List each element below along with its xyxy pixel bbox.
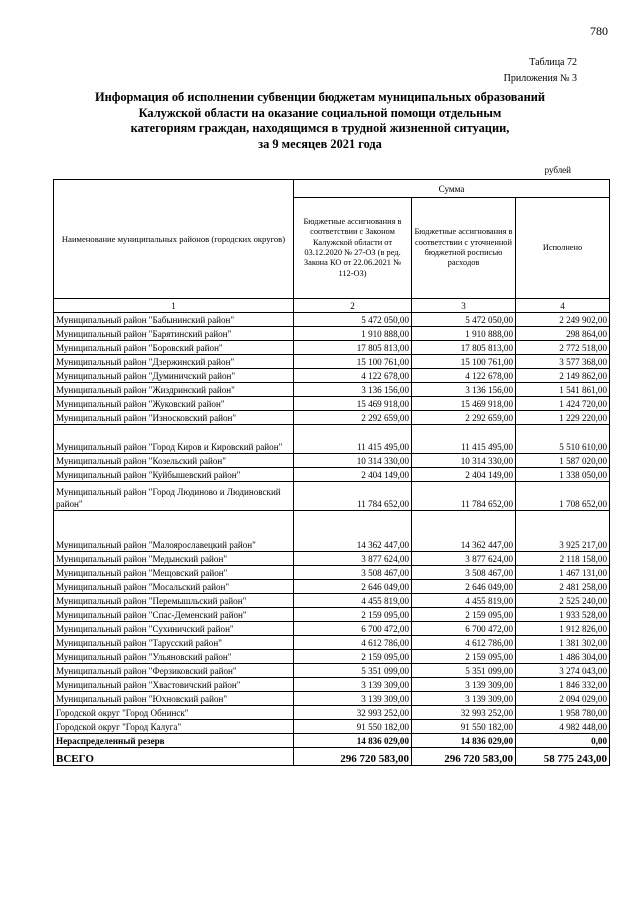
cell-budget-law: 4 455 819,00 — [294, 594, 412, 608]
table-row — [54, 552, 610, 566]
cell-name: Муниципальный район "Козельский район" — [54, 454, 294, 468]
table-row — [54, 341, 610, 355]
cell-budget-law: 17 805 813,00 — [294, 341, 412, 355]
table-row — [54, 650, 610, 664]
cell-budget-refined: 3 877 624,00 — [412, 552, 516, 566]
cell-budget-refined: 1 910 888,00 — [412, 327, 516, 341]
table-row — [54, 594, 610, 608]
cell-budget-law: 2 292 659,00 — [294, 411, 412, 425]
cell-budget-refined: 296 720 583,00 — [412, 748, 516, 766]
cell-budget-refined: 32 993 252,00 — [412, 706, 516, 720]
header-budget-law: Бюджетные ассигнования в соответствии с Законом Калужской области от 03.12.2020 № 27-ОЗ (в ред. Закона КО от 22.06.2021 № 112-ОЗ) — [294, 198, 412, 299]
header-col-number-2: 2 — [294, 299, 412, 313]
cell-executed: 1 424 720,00 — [516, 397, 610, 411]
cell-name: Муниципальный район "Хвастовичский район" — [54, 678, 294, 692]
cell-name: Городской округ "Город Калуга" — [54, 720, 294, 734]
table-row — [54, 678, 610, 692]
cell-name: Муниципальный район "Думиничский район" — [54, 369, 294, 383]
cell-executed: 5 510 610,00 — [516, 425, 610, 454]
title-line-1: Информация об исполнении субвенции бюджетам муниципальных образований — [94, 90, 546, 104]
table-row — [54, 580, 610, 594]
cell-budget-law: 32 993 252,00 — [294, 706, 412, 720]
cell-budget-refined: 2 159 095,00 — [412, 650, 516, 664]
header-col-number-1: 1 — [54, 299, 294, 313]
cell-budget-law: 2 404 149,00 — [294, 468, 412, 482]
cell-budget-refined: 14 362 447,00 — [412, 511, 516, 552]
table-row — [54, 383, 610, 397]
cell-budget-law: 2 646 049,00 — [294, 580, 412, 594]
cell-budget-law: 14 362 447,00 — [294, 511, 412, 552]
cell-budget-refined: 2 646 049,00 — [412, 580, 516, 594]
cell-executed: 2 525 240,00 — [516, 594, 610, 608]
cell-budget-law: 3 508 467,00 — [294, 566, 412, 580]
table-row — [54, 608, 610, 622]
cell-name: Муниципальный район "Сухиничский район" — [54, 622, 294, 636]
cell-budget-law: 4 612 786,00 — [294, 636, 412, 650]
cell-budget-law: 296 720 583,00 — [294, 748, 412, 766]
title-line-2: Калужской области на оказание социальной помощи отдельным — [138, 105, 502, 120]
cell-executed: 1 708 652,00 — [516, 482, 610, 511]
cell-budget-law: 3 139 309,00 — [294, 678, 412, 692]
cell-executed: 1 933 528,00 — [516, 608, 610, 622]
subvention-table — [53, 179, 610, 766]
cell-name: Муниципальный район "Износковский район" — [54, 411, 294, 425]
table-row — [54, 692, 610, 706]
cell-budget-law: 91 550 182,00 — [294, 720, 412, 734]
cell-executed: 3 274 043,00 — [516, 664, 610, 678]
cell-executed: 58 775 243,00 — [516, 748, 610, 766]
cell-budget-refined: 4 122 678,00 — [412, 369, 516, 383]
cell-budget-refined: 3 508 467,00 — [412, 566, 516, 580]
cell-executed: 0,00 — [516, 734, 610, 748]
cell-executed: 2 118 158,00 — [516, 552, 610, 566]
table-row — [54, 636, 610, 650]
document-title — [60, 90, 580, 152]
cell-name: Муниципальный район "Малоярославецкий район" — [54, 511, 294, 552]
cell-budget-refined: 3 139 309,00 — [412, 678, 516, 692]
header-budget-refined: Бюджетные ассигнования в соответствии с уточненной бюджетной росписью расходов — [412, 198, 516, 299]
cell-budget-law: 5 351 099,00 — [294, 664, 412, 678]
cell-name: Муниципальный район "Ферзиковский район" — [54, 664, 294, 678]
cell-budget-law: 11 784 652,00 — [294, 482, 412, 511]
cell-name: Муниципальный район "Город Киров и Кировский район" — [54, 425, 294, 454]
cell-executed: 1 467 131,00 — [516, 566, 610, 580]
cell-executed: 1 486 304,00 — [516, 650, 610, 664]
cell-budget-refined: 14 836 029,00 — [412, 734, 516, 748]
cell-name: Муниципальный район "Ульяновский район" — [54, 650, 294, 664]
cell-budget-law: 5 472 050,00 — [294, 313, 412, 327]
table-row — [54, 482, 610, 511]
title-line-3: категориям граждан, находящимся в трудной жизненной ситуации, — [130, 121, 510, 135]
cell-budget-refined: 3 136 156,00 — [412, 383, 516, 397]
cell-name: Муниципальный район "Мещовский район" — [54, 566, 294, 580]
cell-budget-law: 4 122 678,00 — [294, 369, 412, 383]
title-line-4: за 9 месяцев 2021 года — [258, 136, 382, 151]
header-col-number-3: 3 — [412, 299, 516, 313]
table-row — [54, 734, 610, 748]
cell-name: Муниципальный район "Жиздринский район" — [54, 383, 294, 397]
cell-budget-law: 15 100 761,00 — [294, 355, 412, 369]
header-name-column: Наименование муниципальных районов (городских округов) — [54, 180, 294, 299]
cell-budget-law: 3 136 156,00 — [294, 383, 412, 397]
cell-budget-refined: 3 139 309,00 — [412, 692, 516, 706]
cell-budget-law: 10 314 330,00 — [294, 454, 412, 468]
cell-executed: 1 958 780,00 — [516, 706, 610, 720]
cell-executed: 298 864,00 — [516, 327, 610, 341]
cell-executed: 1 912 826,00 — [516, 622, 610, 636]
table-row — [54, 468, 610, 482]
table-row — [54, 566, 610, 580]
cell-budget-law: 15 469 918,00 — [294, 397, 412, 411]
cell-name: Муниципальный район "Спас-Деменский район" — [54, 608, 294, 622]
cell-budget-refined: 11 784 652,00 — [412, 482, 516, 511]
table-row — [54, 706, 610, 720]
cell-budget-law: 6 700 472,00 — [294, 622, 412, 636]
cell-executed: 1 381 302,00 — [516, 636, 610, 650]
cell-name: Муниципальный район "Медынский район" — [54, 552, 294, 566]
cell-name: Муниципальный район "Тарусский район" — [54, 636, 294, 650]
table-row — [54, 355, 610, 369]
table-row — [54, 369, 610, 383]
cell-budget-refined: 17 805 813,00 — [412, 341, 516, 355]
cell-executed: 2 249 902,00 — [516, 313, 610, 327]
cell-executed: 1 846 332,00 — [516, 678, 610, 692]
cell-name: Муниципальный район "Дзержинский район" — [54, 355, 294, 369]
table-row — [54, 511, 610, 552]
cell-executed: 1 229 220,00 — [516, 411, 610, 425]
cell-budget-law: 1 910 888,00 — [294, 327, 412, 341]
cell-executed: 3 925 217,00 — [516, 511, 610, 552]
cell-budget-law: 3 877 624,00 — [294, 552, 412, 566]
table-row — [54, 411, 610, 425]
cell-budget-refined: 10 314 330,00 — [412, 454, 516, 468]
cell-budget-law: 2 159 095,00 — [294, 608, 412, 622]
cell-executed: 2 772 518,00 — [516, 341, 610, 355]
cell-name: Муниципальный район "Юхновский район" — [54, 692, 294, 706]
cell-budget-refined: 5 351 099,00 — [412, 664, 516, 678]
table-row — [54, 664, 610, 678]
table-row — [54, 313, 610, 327]
cell-budget-refined: 2 159 095,00 — [412, 608, 516, 622]
cell-executed: 1 587 020,00 — [516, 454, 610, 468]
cell-name: Муниципальный район "Жуковский район" — [54, 397, 294, 411]
table-row — [54, 327, 610, 341]
table-row — [54, 720, 610, 734]
page-number: 780 — [590, 24, 608, 38]
table-row — [54, 622, 610, 636]
cell-budget-refined: 4 612 786,00 — [412, 636, 516, 650]
table-row — [54, 397, 610, 411]
cell-name: Нераспределенный резерв — [54, 734, 294, 748]
cell-name: Муниципальный район "Мосальский район" — [54, 580, 294, 594]
table-row — [54, 454, 610, 468]
cell-executed: 3 577 368,00 — [516, 355, 610, 369]
cell-budget-refined: 91 550 182,00 — [412, 720, 516, 734]
units-label: рублей — [544, 165, 571, 175]
cell-budget-refined: 2 292 659,00 — [412, 411, 516, 425]
cell-budget-law: 14 836 029,00 — [294, 734, 412, 748]
table-label: Таблица 72 — [529, 57, 577, 68]
header-executed: Исполнено — [516, 198, 610, 299]
cell-executed: 1 338 050,00 — [516, 468, 610, 482]
cell-executed: 2 094 029,00 — [516, 692, 610, 706]
header-sum: Сумма — [294, 180, 610, 198]
cell-name: Муниципальный район "Барятинский район" — [54, 327, 294, 341]
cell-budget-law: 11 415 495,00 — [294, 425, 412, 454]
cell-budget-refined: 15 469 918,00 — [412, 397, 516, 411]
cell-name: Городской округ "Город Обнинск" — [54, 706, 294, 720]
header-col-number-4: 4 — [516, 299, 610, 313]
total-row — [54, 748, 610, 766]
cell-executed: 1 541 861,00 — [516, 383, 610, 397]
cell-budget-refined: 6 700 472,00 — [412, 622, 516, 636]
cell-budget-refined: 5 472 050,00 — [412, 313, 516, 327]
cell-budget-law: 3 139 309,00 — [294, 692, 412, 706]
cell-name: Муниципальный район "Боровский район" — [54, 341, 294, 355]
cell-budget-refined: 11 415 495,00 — [412, 425, 516, 454]
cell-name: Муниципальный район "Бабынинский район" — [54, 313, 294, 327]
cell-budget-refined: 4 455 819,00 — [412, 594, 516, 608]
cell-executed: 2 149 862,00 — [516, 369, 610, 383]
table-row — [54, 425, 610, 454]
cell-budget-refined: 15 100 761,00 — [412, 355, 516, 369]
cell-executed: 4 982 448,00 — [516, 720, 610, 734]
cell-budget-law: 2 159 095,00 — [294, 650, 412, 664]
appendix-label: Приложения № 3 — [503, 73, 577, 84]
cell-name: Муниципальный район "Город Людиново и Людиновский район" — [54, 482, 294, 511]
cell-name: Муниципальный район "Перемышльский район" — [54, 594, 294, 608]
cell-budget-refined: 2 404 149,00 — [412, 468, 516, 482]
cell-name: ВСЕГО — [54, 748, 294, 766]
cell-executed: 2 481 258,00 — [516, 580, 610, 594]
cell-name: Муниципальный район "Куйбышевский район" — [54, 468, 294, 482]
